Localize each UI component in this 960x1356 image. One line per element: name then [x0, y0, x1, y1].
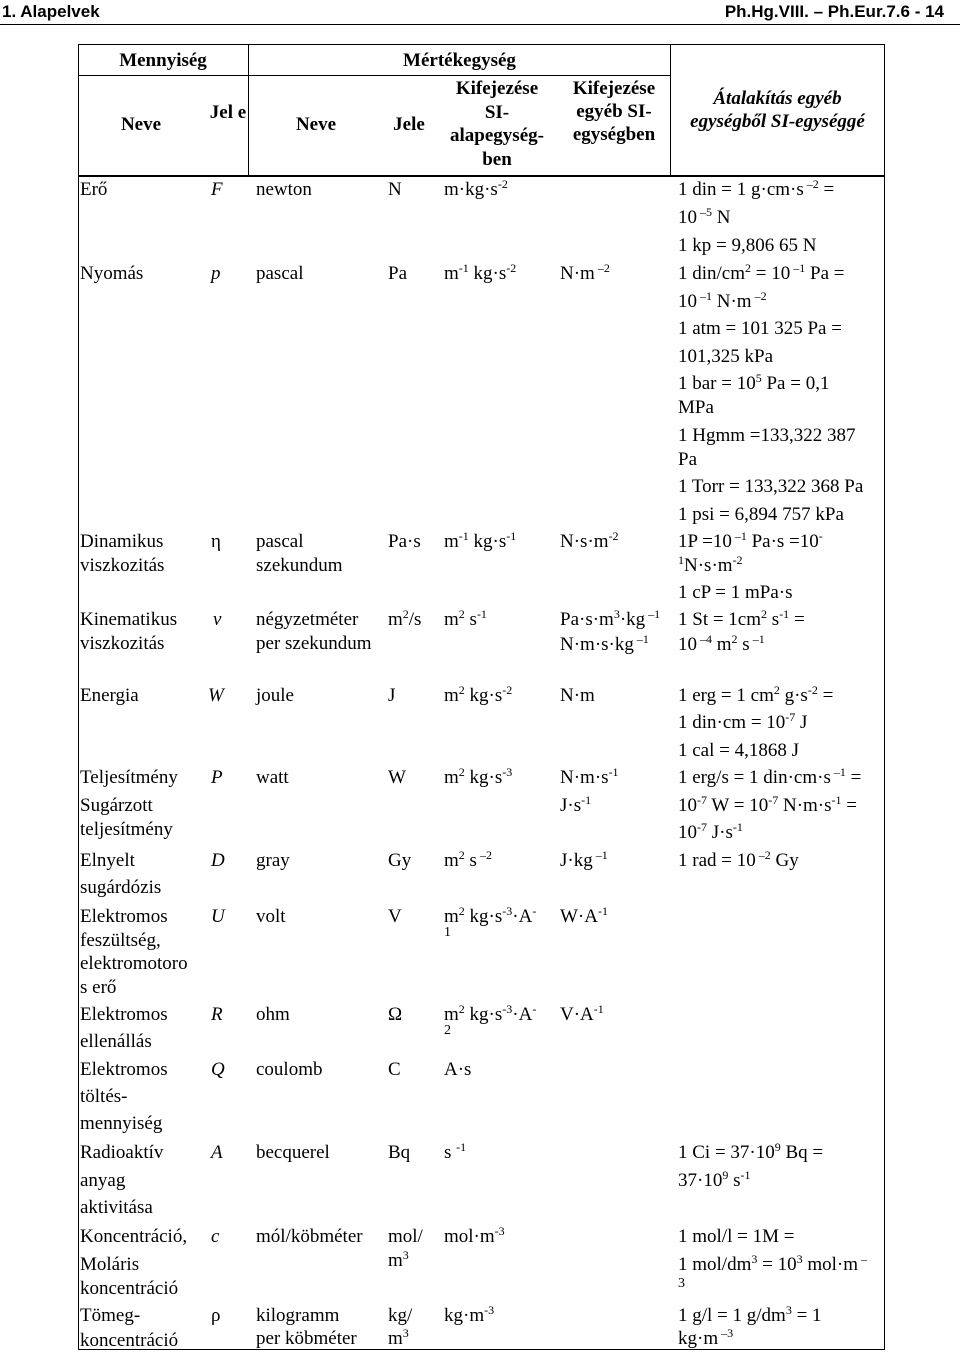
si-base-expression: $m^2$ $kg\cdot s^{-3}$ [444, 765, 513, 788]
quantity-name: Moláris [80, 1254, 140, 1275]
quantity-symbol: Q [211, 1059, 225, 1080]
unit-symbol: Bq [388, 1142, 411, 1163]
quantity-name: teljesítmény [80, 819, 173, 840]
unit-name: ohm [256, 1004, 290, 1025]
quantity-symbol: D [211, 850, 225, 871]
quantity-name: Kinematikus viszkozitás [80, 609, 178, 654]
conversion-line: 1 erg/s = 1 din·cm·s $^{-1}$ = [678, 765, 862, 788]
quantity-name: Tömeg- [80, 1305, 141, 1326]
conversion-line: 10 $^{-1}$ N·m $^{-2}$ [678, 289, 767, 312]
header-quantity-name: Neve [120, 114, 162, 135]
quantity-name: sugárdózis [80, 877, 162, 898]
conversion-line: 101,325 kPa [678, 346, 773, 367]
unit-symbol: $m^3$ [388, 1326, 409, 1349]
other-si-expression: $J\cdot s^{-1}$ [560, 793, 592, 816]
si-base-expression: A·s [444, 1059, 472, 1080]
header-conversion: Átalakítás egyéb egységből SI-egységgé [690, 88, 865, 132]
quantity-name: Elektromos [80, 1059, 168, 1080]
conversion-line: $10^{-7}$ $W = 10^{-7}$ $N\cdot m\cdot s^{-1}$ = [678, 793, 857, 816]
quantity-name: Erő [80, 179, 108, 200]
other-si-expression: $N\cdot s\cdot m^{-2}$ [560, 529, 619, 552]
header-bottom-rule [78, 175, 885, 177]
quantity-symbol: A [211, 1142, 223, 1163]
quantity-name: Elnyelt [80, 850, 135, 871]
quantity-name: koncentráció [80, 1278, 179, 1299]
unit-name: joule [256, 685, 294, 706]
quantity-symbol: ν [213, 609, 222, 630]
si-base-expression: $m^{-1}$ $kg\cdot s^{-1}$ [444, 529, 517, 552]
unit-symbol: J [388, 685, 396, 706]
quantity-name: Elektromos [80, 1004, 168, 1025]
unit-name: becquerel [256, 1142, 330, 1163]
quantity-name: ellenállás [80, 1031, 152, 1052]
other-si-expression: N·m·s·kg $^{-1}$ [560, 632, 649, 655]
quantity-name: feszültség, [80, 930, 161, 951]
unit-name: pascal [256, 263, 304, 284]
header-unit-name: Neve [295, 114, 337, 135]
conversion-line: 1 erg = 1 $cm^2$ $g\cdot s^{-2}$ = [678, 683, 834, 706]
conversion-line: 1 mol/l = 1M = [678, 1226, 795, 1247]
conversion-line: 1 $din\cdot cm = 10^{-7}$ J [678, 710, 808, 733]
unit-name: newton [256, 179, 312, 200]
header-quantity-symbol: Jel e [209, 102, 247, 123]
other-si-expression: $N\cdot m\cdot s^{-1}$ [560, 765, 619, 788]
quantity-symbol: ρ [211, 1305, 221, 1326]
unit-symbol: Ω [388, 1004, 403, 1025]
quantity-symbol: p [211, 263, 221, 284]
conversion-line: 1 $St = 1cm^2$ $s^{-1}$ = [678, 607, 805, 630]
conversion-line: 1 bar = $10^5$ Pa = 0,1 [678, 371, 830, 394]
quantity-name: s erő [80, 977, 117, 998]
conversion-line: 10 $^{-5}$ N [678, 205, 731, 228]
unit-symbol: V [388, 906, 402, 927]
other-si-expression: N·m [560, 685, 595, 706]
conversion-line: $^1N\cdot s\cdot m^{-2}$ [678, 553, 743, 576]
si-base-expression: $m^2$ $s^{-1}$ [444, 607, 487, 630]
unit-symbol: Pa [388, 263, 407, 284]
unit-symbol: kg/ [388, 1305, 413, 1326]
other-si-expression: $V\cdot A^{-1}$ [560, 1002, 604, 1025]
page-header [0, 0, 960, 24]
quantity-symbol: P [211, 767, 223, 788]
quantity-symbol: η [211, 531, 221, 552]
header-quantity: Mennyiség [119, 50, 207, 71]
quantity-symbol: R [211, 1004, 223, 1025]
conversion-line: 1P =10 $^{-1}$ Pa·s =10- [678, 529, 823, 552]
quantity-name: Elektromos [80, 906, 168, 927]
si-base-expression: $m^2$ $kg\cdot s^{-2}$ [444, 683, 513, 706]
quantity-name: Teljesítmény [80, 767, 178, 788]
unit-symbol: $m^3$ [388, 1248, 409, 1271]
quantity-symbol: F [211, 179, 223, 200]
quantity-symbol: U [211, 906, 225, 927]
quantity-name: mennyiség [80, 1113, 163, 1134]
header-divider [78, 75, 670, 76]
si-base-expression: $m^2$ s $^{-2}$ [444, 848, 492, 871]
unit-symbol: N [388, 179, 402, 200]
unit-name: mól/köbméter [256, 1226, 363, 1247]
conversion-line: MPa [678, 397, 714, 418]
unit-name: per köbméter [256, 1328, 357, 1349]
quantity-name: Nyomás [80, 263, 144, 284]
unit-name: watt [256, 767, 289, 788]
conversion-line: 1 din = 1 g·cm·s $^{-2}$ = [678, 177, 835, 200]
conversion-line: 1 Hgmm =133,322 387 [678, 425, 856, 446]
conversion-line: 1 cal = 4,1868 J [678, 740, 800, 761]
conversion-line: 3 [678, 1276, 685, 1291]
header-si-base: Kifejezése SI-alapegység-ben [450, 78, 544, 170]
conversion-line: 1 g/l = 1 $g/dm^3 = 1$ [678, 1303, 822, 1326]
quantity-symbol: c [211, 1226, 220, 1247]
unit-symbol: mol/ [388, 1226, 423, 1247]
conversion-line: 1 din/$cm^2 = 10$ $^{-1}$ Pa = [678, 261, 845, 284]
si-base-expression: $m\cdot kg\cdot s^{-2}$ [444, 177, 508, 200]
unit-name: volt [256, 906, 286, 927]
conversion-line: Pa [678, 449, 697, 470]
pharmacopoeia-reference: Ph.Hg.VIII. – Ph.Eur.7.6 - 14 [724, 2, 944, 21]
si-base-expression: 1 [444, 925, 451, 940]
conversion-line: 1 rad = 10 $^{-2}$ Gy [678, 848, 799, 871]
conversion-line: 1 atm = 101 325 Pa = [678, 318, 842, 339]
unit-symbol: Pa·s [388, 531, 421, 552]
conversion-line: 1 Torr = 133,322 368 Pa [678, 476, 864, 497]
unit-name: pascal szekundum [256, 531, 343, 576]
other-si-expression: J·kg $^{-1}$ [560, 848, 608, 871]
si-base-expression: 2 [444, 1023, 451, 1038]
header-other-si: Kifejezése egyéb SI-egységben [572, 78, 656, 145]
unit-name: négyzetméter per szekundum [256, 609, 372, 654]
si-base-expression: $kg\cdot m^{-3}$ [444, 1303, 495, 1326]
unit-name: kilogramm [256, 1305, 340, 1326]
unit-name: coulomb [256, 1059, 323, 1080]
quantity-name: aktivitása [80, 1197, 153, 1218]
quantity-name: koncentráció [80, 1330, 179, 1351]
other-si-expression: $W\cdot A^{-1}$ [560, 904, 608, 927]
quantity-name: anyag [80, 1170, 126, 1191]
conversion-line: 1 kp = 9,806 65 N [678, 235, 817, 256]
conversion-line: 10 $^{-4}$ $m^2$ s $^{-1}$ [678, 632, 765, 655]
quantity-name: Sugárzott [80, 795, 153, 816]
quantity-name: Radioaktív [80, 1142, 164, 1163]
si-base-expression: s $^{-1}$ [444, 1140, 467, 1163]
quantity-name: Dinamikus viszkozitás [80, 531, 165, 576]
conversion-line: 1 cP = 1 mPa·s [678, 582, 793, 603]
quantity-name: töltés- [80, 1086, 128, 1107]
quantity-name: Koncentráció, [80, 1226, 188, 1247]
unit-symbol: C [388, 1059, 401, 1080]
conversion-line: 1 mol/$dm^3 = 10^3$ mol·m – [678, 1252, 868, 1275]
other-si-expression: N·m $^{-2}$ [560, 261, 610, 284]
unit-name: gray [256, 850, 290, 871]
si-base-expression: $m^2$ $kg\cdot s^{-3}\cdot A^-$ [444, 1002, 537, 1025]
si-base-expression: $m^{-1}$ $kg\cdot s^{-2}$ [444, 261, 517, 284]
unit-symbol: Gy [388, 850, 412, 871]
si-base-expression: $mol\cdot m^{-3}$ [444, 1224, 505, 1247]
conversion-line: kg·m $^{-3}$ [678, 1326, 734, 1349]
conversion-line: 1 psi = 6,894 757 kPa [678, 504, 844, 525]
quantity-symbol: W [208, 685, 224, 706]
quantity-name: Energia [80, 685, 139, 706]
unit-symbol: W [388, 767, 406, 788]
header-rule [0, 24, 960, 25]
unit-symbol: $m^2/s$ [388, 607, 422, 630]
other-si-expression: $Pa\cdot s\cdot m^3\cdot kg$ $^{-1}$ [560, 607, 661, 630]
col-divider-unit-conversion [670, 44, 671, 176]
quantity-name: elektromotoro [80, 953, 188, 974]
conversion-line: $10^{-7}$ $J\cdot s^{-1}$ [678, 820, 743, 843]
conversion-line: $37\cdot 10^9$ $s^{-1}$ [678, 1168, 751, 1191]
conversion-line: 1 $Ci = 37\cdot 10^9$ Bq = [678, 1140, 824, 1163]
section-title: 1. Alapelvek [2, 2, 100, 21]
si-base-expression: $m^2$ $kg\cdot s^{-3}\cdot A^-$ [444, 904, 537, 927]
header-unit-symbol: Jele [393, 114, 425, 135]
header-unit: Mértékegység [403, 50, 516, 71]
